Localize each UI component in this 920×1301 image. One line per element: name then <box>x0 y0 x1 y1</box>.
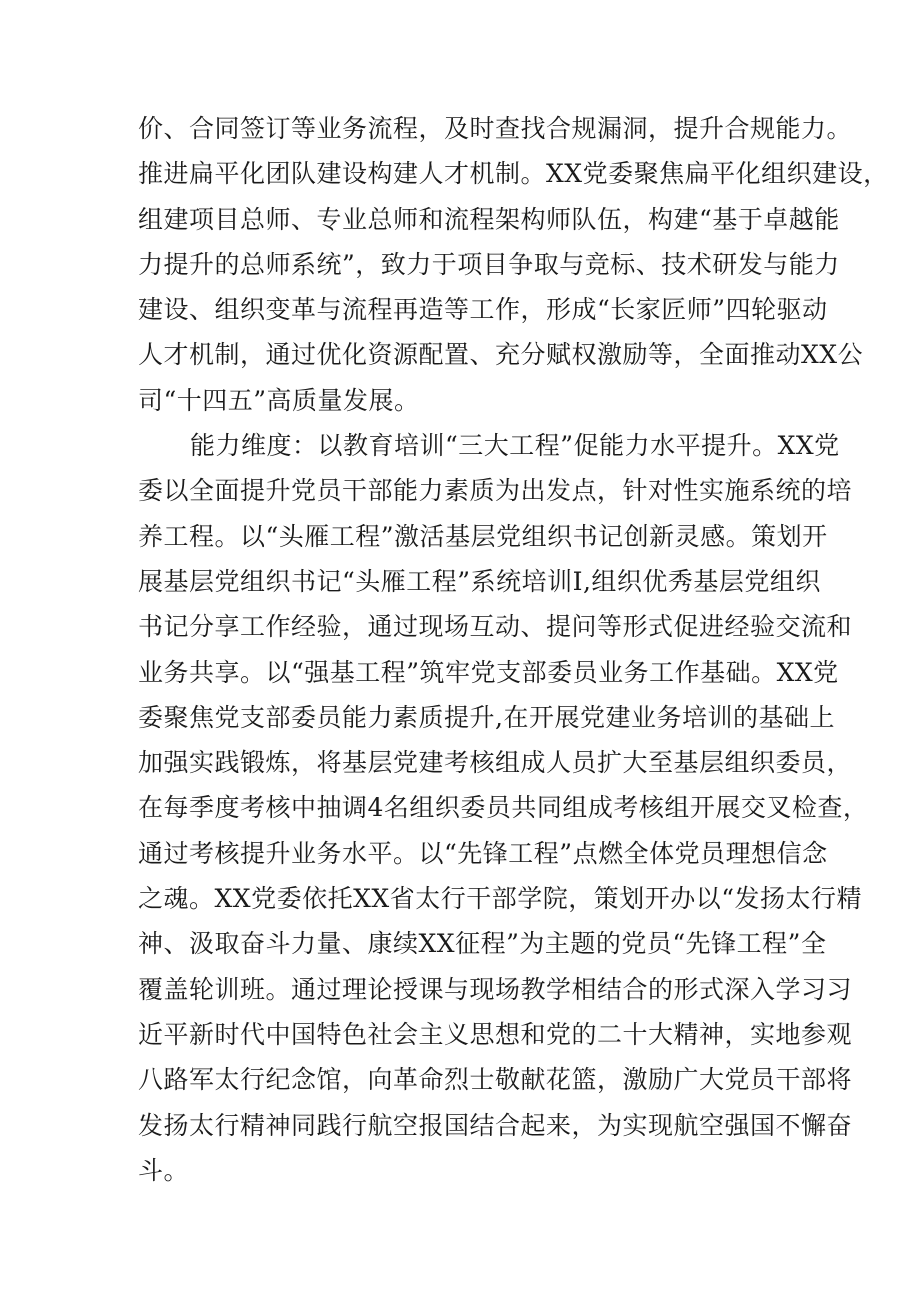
text-line: 书记分享工作经验，通过现场互动、提问等形式促进经验交流和 <box>138 612 853 642</box>
text-line: 神、汲取奋斗力量、康续XX征程”为主题的党员“先锋工程”全 <box>138 929 827 959</box>
text-line: 建设、组织变革与流程再造等工作，形成“长家匠师”四轮驱动 <box>138 295 828 325</box>
text-line: 司“十四五”高质量发展。 <box>138 385 420 415</box>
text-line: 力提升的总师系统”，致力于项目争取与竞标、技术研发与能力 <box>138 249 840 279</box>
text-line: 人才机制，通过优化资源配置、充分赋权激励等，全面推动XX公 <box>138 340 864 370</box>
text-line: 委聚焦党支部委员能力素质提升,在开展党建业务培训的基础上 <box>138 702 835 732</box>
text-line: 斗。 <box>138 1155 190 1185</box>
text-line: 推进扁平化团队建设构建人才机制。XX党委聚焦扁平化组织建设， <box>138 159 889 189</box>
text-line: 展基层党组织书记“头雁工程”系统培训I,组织优秀基层党组织 <box>138 566 821 596</box>
text-line: 覆盖轮训班。通过理论授课与现场教学相结合的形式深入学习习 <box>138 974 853 1004</box>
text-line: 养工程。以“头雁工程”激活基层党组织书记创新灵感。策划开 <box>138 521 828 551</box>
text-line: 加强实践锻炼，将基层党建考核组成人员扩大至基层组织委员， <box>138 748 853 778</box>
body-text <box>138 106 889 1193</box>
text-line: 在每季度考核中抽调4名组织委员共同组成考核组开展交叉检查， <box>138 793 869 823</box>
text-line: 通过考核提升业务水平。以“先锋工程”点燃全体党员理想信念 <box>138 838 828 868</box>
text-line: 业务共享。以“强基工程”筑牢党支部委员业务工作基础。XX党 <box>138 657 839 687</box>
text-line: 之魂。XX党委依托XX省太行干部学院，策划开办以“发扬太行精 <box>138 884 862 914</box>
text-line: 组建项目总师、专业总师和流程架构师队伍，构建“基于卓越能 <box>138 204 840 234</box>
text-line: 八路军太行纪念馆，向革命烈士敬献花篮，激励广大党员干部将 <box>138 1065 853 1095</box>
text-line: 委以全面提升党员干部能力素质为出发点，针对性实施系统的培 <box>138 476 853 506</box>
paragraph-first-line: 能力维度：以教育培训“三大工程”促能力水平提升。XX党 <box>190 431 840 461</box>
text-line: 发扬太行精神同践行航空报国结合起来，为实现航空强国不懈奋 <box>138 1110 853 1140</box>
text-line: 价、合同签订等业务流程，及时查找合规漏洞，提升合规能力。 <box>138 114 853 143</box>
text-line: 近平新时代中国特色社会主义思想和党的二十大精神，实地参观 <box>138 1019 853 1049</box>
